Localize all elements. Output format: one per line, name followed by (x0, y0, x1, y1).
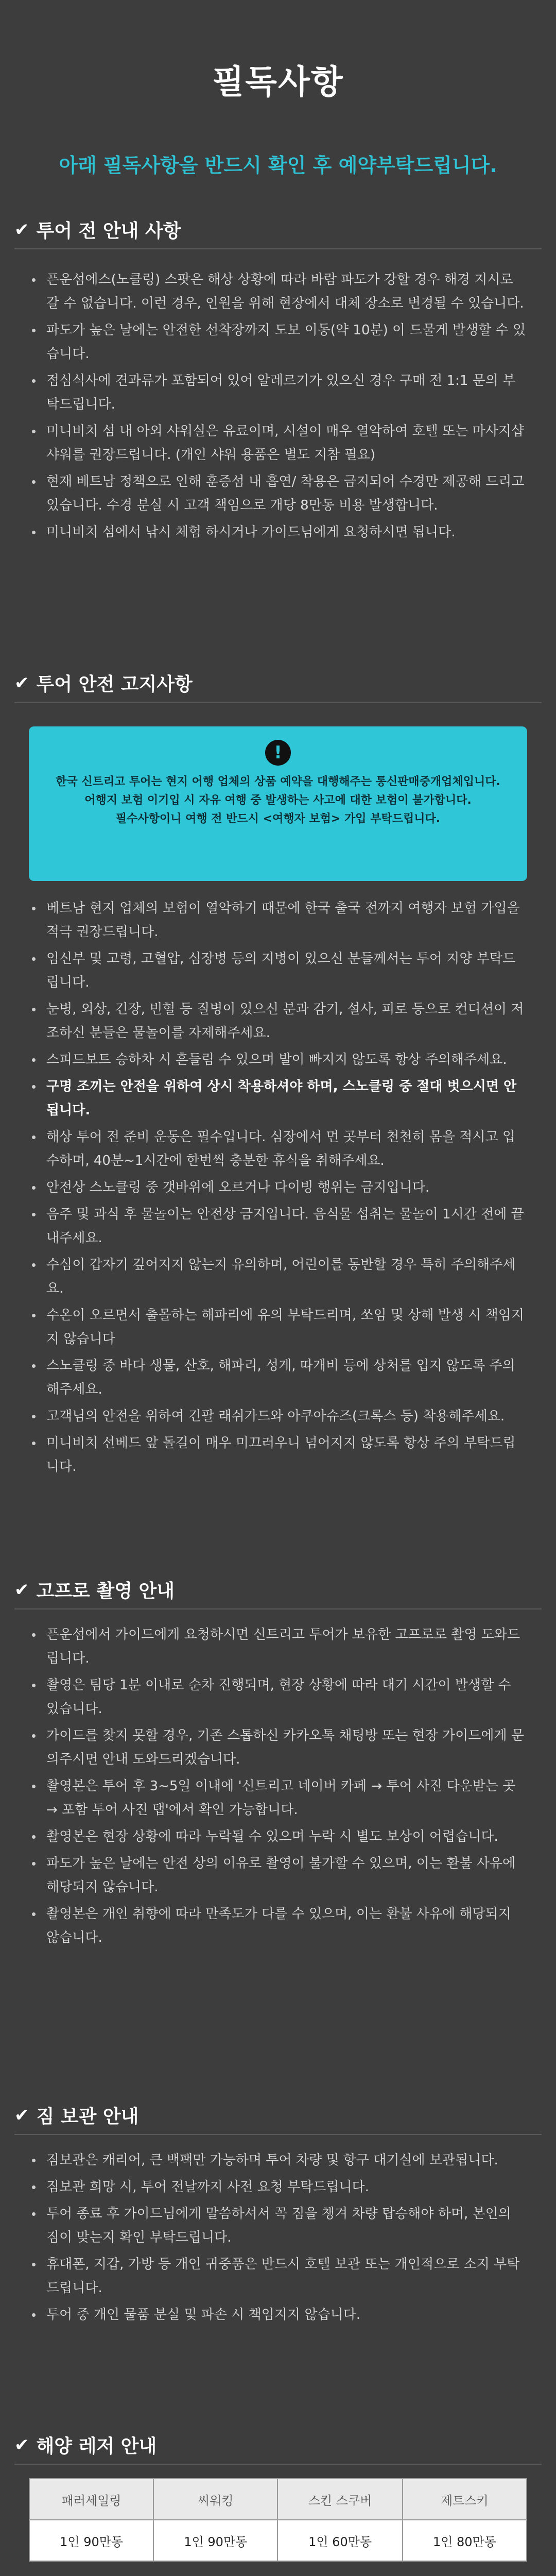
list-item: 픈운섬에스(노클링) 스팟은 해상 상황에 따라 바람 파도가 강할 경우 해경 지시로 갈 수 없습니다. 이런 경우, 인원을 위해 현장에서 대체 장소로 변경될 수 있습니다. (29, 268, 527, 315)
leisure-price-table (29, 2478, 527, 2562)
list-item: 고객님의 안전을 위하여 긴팔 래쉬가드와 아쿠아슈즈(크록스 등) 착용해주세요. (29, 1404, 527, 1428)
divider (14, 1608, 542, 1609)
photo-list (29, 1623, 527, 1953)
list-item: 촬영본은 현장 상황에 따라 누락될 수 있으며 누락 시 별도 보상이 어렵습니다. (29, 1825, 527, 1849)
table-cell: 1인 80만동 (403, 2520, 527, 2561)
list-item: 현재 베트남 정책으로 인해 훈증섬 내 흡연/ 착용은 금지되어 수경만 제공해 드리고 있습니다. 수경 분실 시 고객 책임으로 개당 8만동 비용 발생합니다. (29, 470, 527, 517)
list-item: 휴대폰, 지갑, 가방 등 개인 귀중품은 반드시 호텔 보관 또는 개인적으로 소지 부탁드립니다. (29, 2252, 527, 2300)
list-item: 수온이 오르면서 출몰하는 해파리에 유의 부탁드리며, 쏘임 및 상해 발생 시 책임지지 않습니다 (29, 1303, 527, 1351)
list-item: 음주 및 과식 후 물놀이는 안전상 금지입니다. 음식물 섭취는 물놀이 1시간 전에 끝내주세요. (29, 1202, 527, 1250)
check-icon: ✔ (14, 672, 29, 693)
list-item: 파도가 높은 날에는 안전 상의 이유로 촬영이 불가할 수 있으며, 이는 환불 사유에 해당되지 않습니다. (29, 1852, 527, 1899)
luggage-list (29, 2148, 527, 2330)
notice-line: 한국 신트리고 투어는 현지 어행 업체의 상품 예약을 대행해주는 통신판매중개업체입니다. (56, 775, 500, 788)
list-item: 스피드보트 승하차 시 흔들림 수 있으며 발이 빠지지 않도록 항상 주의해주세요. (29, 1048, 527, 1072)
list-item: 미니비치 섬에서 낚시 체험 하시거나 가이드님에게 요청하시면 됩니다. (29, 520, 527, 544)
list-item: 구명 조끼는 안전을 위하여 상시 착용하셔야 하며, 스노클링 중 절대 벗으시면 안됩니다. (29, 1075, 527, 1122)
list-item: 미니비치 섬 내 아외 샤워실은 유료이며, 시설이 매우 열악하여 호텔 또는 마사지샵 샤워를 권장드립니다. (개인 샤워 용품은 별도 지참 필요) (29, 419, 527, 467)
check-icon: ✔ (14, 2105, 29, 2126)
divider (14, 702, 542, 703)
table-cell: 1인 90만동 (153, 2520, 277, 2561)
list-item: 스노클링 중 바다 생물, 산호, 해파리, 성게, 따개비 등에 상처를 입지 않도록 주의해주세요. (29, 1354, 527, 1401)
list-item: 짐보관은 캐리어, 큰 백팩만 가능하며 투어 차량 및 항구 대기실에 보관됩니다. (29, 2148, 527, 2172)
section-heading-luggage (14, 2102, 138, 2128)
table-header: 패러세일링 (29, 2479, 153, 2520)
list-item: 투어 종료 후 가이드님에게 말씀하셔서 꼭 짐을 챙겨 차량 탑승해야 하며, 본인의 짐이 맞는지 확인 부탁드립니다. (29, 2202, 527, 2249)
list-item: 가이드를 찾지 못할 경우, 기존 스톱하신 카카오톡 채팅방 또는 현장 가이드에게 문의주시면 안내 도와드리겠습니다. (29, 1724, 527, 1771)
alert-icon: ! (265, 740, 291, 766)
section-title: 고프로 촬영 안내 (36, 1581, 175, 1602)
list-item: 미니비치 선베드 앞 돌길이 매우 미끄러우니 넘어지지 않도록 항상 주의 부탁드립니다. (29, 1431, 527, 1479)
list-item: 수심이 갑자기 깊어지지 않는지 유의하며, 어린이를 동반할 경우 특히 주의해주세요. (29, 1253, 527, 1300)
list-item: 촬영본은 개인 취향에 따라 만족도가 다를 수 있으며, 이는 환불 사유에 해당되지 않습니다. (29, 1902, 527, 1950)
notice-line: 필수사항이니 여행 전 반드시 <여행자 보험> 가입 부탁드립니다. (115, 812, 441, 825)
divider (14, 2464, 542, 2465)
list-item: 안전상 스노클링 중 갯바위에 오르거나 다이빙 행위는 금지입니다. (29, 1176, 527, 1199)
section-heading-photo (14, 1577, 175, 1603)
list-item: 투어 중 개인 물품 분실 및 파손 시 책임지지 않습니다. (29, 2303, 527, 2327)
table-header: 씨워킹 (153, 2479, 277, 2520)
section-title: 투어 안전 고지사항 (36, 674, 193, 695)
check-icon: ✔ (14, 1579, 29, 1600)
list-item: 파도가 높은 날에는 안전한 선착장까지 도보 이동(약 10분) 이 드물게 발생할 수 있습니다. (29, 318, 527, 366)
notice-line: 어행지 보험 이기입 시 자유 여행 중 발생하는 사고에 대한 보험이 불가합니다. (84, 794, 472, 807)
list-item: 임신부 및 고령, 고혈압, 심장병 등의 지병이 있으신 분들께서는 투어 지양 부탁드립니다. (29, 947, 527, 994)
section-title: 해양 레저 안내 (36, 2436, 157, 2457)
list-item: 눈병, 외상, 긴장, 빈혈 등 질병이 있으신 분과 감기, 설사, 피로 등으로 컨디션이 저조하신 분들은 물놀이를 자제해주세요. (29, 997, 527, 1045)
safety-list (29, 896, 527, 1482)
check-icon: ✔ (14, 219, 29, 240)
table-cell: 1인 60만동 (277, 2520, 402, 2561)
check-icon: ✔ (14, 2434, 29, 2455)
section-heading-leisure (14, 2432, 157, 2458)
tour-info-list (29, 268, 527, 547)
table-cell: 1인 90만동 (29, 2520, 153, 2561)
section-heading-tour-info (14, 216, 181, 243)
list-item: 해상 투어 전 준비 운동은 필수입니다. 심장에서 먼 곳부터 천천히 몸을 적시고 입수하며, 40분~1시간에 한번씩 충분한 휴식을 취해주세요. (29, 1125, 527, 1173)
list-item: 점심식사에 견과류가 포함되어 있어 알레르기가 있으신 경우 구매 전 1:1 문의 부탁드립니다. (29, 369, 527, 416)
list-item: 촬영은 팀당 1분 이내로 순차 진행되며, 현장 상황에 따라 대기 시간이 발생할 수 있습니다. (29, 1673, 527, 1721)
page-subtitle: 아래 필독사항을 반드시 확인 후 예약부탁드립니다. (59, 154, 497, 177)
table-header: 제트스키 (403, 2479, 527, 2520)
section-title: 투어 전 안내 사항 (36, 221, 181, 242)
list-item: 촬영본은 투어 후 3~5일 이내에 '신트리고 네이버 카페 → 투어 사진 다운받는 곳 → 포함 투어 사진 탭'에서 확인 가능합니다. (29, 1774, 527, 1822)
divider (14, 248, 542, 249)
safety-notice-box (29, 726, 527, 881)
list-item: 짐보관 희망 시, 투어 전날까지 사전 요청 부탁드립니다. (29, 2175, 527, 2199)
section-title: 짐 보관 안내 (36, 2106, 139, 2127)
table-header: 스킨 스쿠버 (277, 2479, 402, 2520)
list-item: 픈운섬에서 가이드에게 요청하시면 신트리고 투어가 보유한 고프로로 촬영 도와드립니다. (29, 1623, 527, 1670)
section-heading-safety (14, 670, 193, 696)
list-item: 베트남 현지 업체의 보험이 열악하기 때문에 한국 출국 전까지 여행자 보험 가입을 적극 권장드립니다. (29, 896, 527, 944)
divider (14, 2134, 542, 2135)
page-title: 필독사항 (212, 63, 344, 101)
